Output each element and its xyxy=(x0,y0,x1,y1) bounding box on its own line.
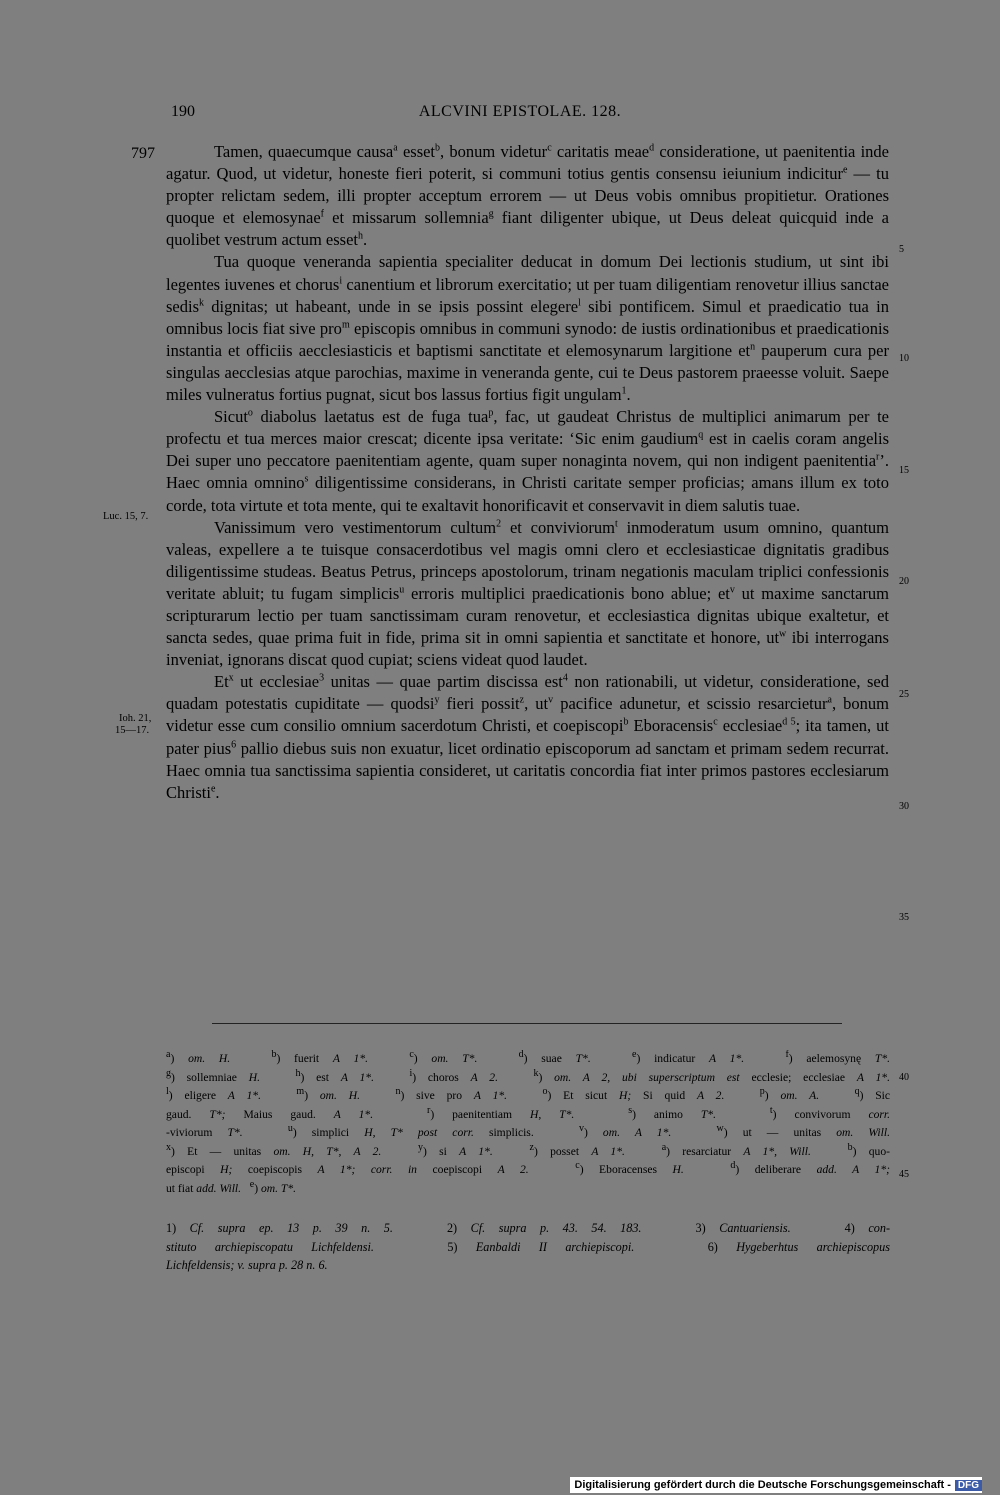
reference-line: Lichfeldensis; v. supra p. 28 n. 6. xyxy=(166,1258,328,1272)
reference-notes xyxy=(166,1219,890,1275)
line-number: 5 xyxy=(899,244,904,255)
footnote-line: gaud. T*; Maius gaud. A 1*. $^r$) paenitentiam H, T*. $^s$) animo T*. $^t$) convivorum corr. xyxy=(166,1105,890,1121)
footnote-line-number: 45 xyxy=(899,1169,909,1180)
funding-footer xyxy=(570,1477,982,1493)
margin-ref-luke: Luc. 15, 7. xyxy=(103,511,149,522)
paragraph: Tua quoque veneranda sapientia specialiter deducat in domum Dei lectionis studium, ut sint ibi legentes iuvenes et chorus$^i$ canentium et librorum exercitatio; ut per tuam diligentiam renovetur illius sanctae sedis$^k$ dignitas; ut habeant, unde in se ipsis possint elegere$^l$ sibi pontificem. Simul et praedicatio tua in omnibus locis fiat sive pro$^m$ episcopis omnibus in communi synodo: de iustis ordinationibus et praedicationis instantia et officiis aecclesiasticis et baptismi sanctitate et elemosynarum largitione $et^n$ pauperum cura per singulas aecclesias atque parochias, maxime in veneranda gente, cui te Deus pastorem praeesse voluit. Saepe miles vulneratus fortius pugnat, sicut bos lassus fortius figit ungulam$^1$. xyxy=(166,252,889,405)
footnote-line-number: 40 xyxy=(899,1072,909,1083)
footnote-line: $^g$) sollemniae H. $^h$) est A 1*. $^i$) choros A 2. $^k$) om. A 2, ubi superscriptum est ecclesie; ecclesiae A 1*. xyxy=(166,1068,890,1084)
footnote-line: -viviorum T*. $^u$) simplici H, T* post corr. simplicis. $^v$) om. A 1*. $^w$) ut — unitas om. Will. xyxy=(166,1124,890,1139)
reference-line: stituto archiepiscopatu Lichfeldensi. 5) Eanbaldi II archiepiscopi. 6) Hygeberhtus archiepiscopus xyxy=(166,1239,890,1254)
reference-line: 1) Cf. supra ep. 13 p. 39 n. 5. 2) Cf. supra p. 43. 54. 183. 3) Cantuariensis. 4) con- xyxy=(166,1221,891,1235)
line-number: 20 xyxy=(899,576,909,587)
year-marker: 797 xyxy=(131,145,155,162)
running-header xyxy=(0,103,1000,125)
line-number: 10 xyxy=(899,353,909,364)
critical-apparatus xyxy=(166,1050,890,1198)
footnote-divider xyxy=(212,1023,842,1024)
paragraph: Vanissimum vero vestimentorum cultum$^2$ et conviviorum$^t$ inmoderatum usum omnino, quantum valeas, expellere a te tuisque consacerdotibus vel magis omni clero et ecclesiasticae dignitatis gradibus diligentissime studeas. Beatus Petrus, princeps apostolorum, trinam negationis maculam triplici confessionis veritate abluit; tu fugam simplicis$^u$ erroris multiplici praedicationis bono ablue; $et^v$ ut maxime sanctarum scripturarum lectio per tuam sanctissimam curam renovetur, et ecclesiastica dignitas ubique exaltetur, et sancta sedes, quae prima fuit in fide, prima sit in omni sapientia et sanctitate et honore, $ut^w$ ibi interrogans inveniat, ignorans discat quod cupiat; sciens videat quod laudet. xyxy=(166,517,890,670)
footnote-line: $^l$) eligere A 1*. $^m$) om. H. $^n$) sive pro A 1*. $^o$) Et sicut H; Si quid A 2. $^p$) om. A. $^q$) Sic xyxy=(166,1087,890,1102)
line-number: 30 xyxy=(899,801,909,812)
dfg-logo: DFG xyxy=(955,1480,982,1491)
line-number: 15 xyxy=(899,465,909,476)
line-number: 25 xyxy=(899,689,909,700)
footnote-line: ut fiat add. Will. $^e$) om. T*. xyxy=(166,1179,297,1195)
footnote-line: $^a$) om. H. $^b$) fuerit A 1*. $^c$) om. T*. $^d$) suae T*. $^e$) indicatur A 1*. $^f$) aelemosynę T*. xyxy=(166,1050,890,1065)
letter-body xyxy=(166,141,889,804)
paragraph: Tamen, quaecumque causa$^a$ esset$^b$, bonum videtur$^c$ caritatis meae$^d$ consideratione, ut paenitentia inde agatur. Quod, ut videtur, honeste fieri poterit, si communi totius gentis consensu ieiunium indicitur$^e$ — tu propter relictam sedem, illi propter acceptum errorem — ut Deus vobis omnibus propitietur. Orationes quoque et elemosynae$^f$ et missarum sollemnia$^g$ fiant diligenter ubique, ut Deus deleat quicquid inde a quolibet vestrum actum esset$^h$. xyxy=(166,142,890,250)
footnote-line: episcopi H; coepiscopis A 1*; corr. in coepiscopi A 2. $^c$) Eboracenses H. $^d$) deliberare add. A 1*; xyxy=(166,1161,890,1176)
running-title: ALCVINI EPISTOLAE. 128. xyxy=(418,103,622,120)
margin-ref-john-2: 15—17. xyxy=(115,725,150,736)
margin-ref-john-1: Ioh. 21, xyxy=(119,713,152,724)
paragraph: Et$^x$ ut ecclesiae$^3$ unitas — quae partim discissa est$^4$ non rationabili, ut videtur, consideratione, sed quadam potestatis cupiditate — quodsi$^y$ fieri possit$^z$, $ut^v$ pacifice adunetur, et scissio resarcietur$^a$, bonum videtur esse cum consilio omnium sacerdotum Christi, et coepiscopi$^b$ Eboracensis$^c$ ecclesiae$^{d 5}$; ita tamen, ut pater pius$^6$ pallio diebus suis non exuatur, licet ordinatio episcoporum ad sanctam et primam sedem recurrat. Haec omnia tua sanctissima sapientia consideret, ut caritatis concordia fiat inter primos pastores ecclesiarum Christi$^e$. xyxy=(166,672,890,802)
footnote-line: $^x$) Et — unitas om. H, T*, A 2. $^y$) si A 1*. $^z$) posset A 1*. $^a$) resarciatur A 1*, Will. $^b$) quo- xyxy=(166,1142,890,1158)
paragraph: Sicut$^o$ diabolus laetatus est de fuga tua$^p$, fac, ut gaudeat Christus de multiplici animarum per te profectu et tua merces maior crescat; dicente ipsa veritate: ‘Sic enim gaudium$^q$ est in caelis coram angelis Dei super uno peccatore paenitentiam agente, quam super nonaginta novem, qui non indigent paenitentia$^r$’. Haec omnia omnino$^s$ diligentissime considerans, in Christi caritate semper proficias; amans illum ex toto corde, tota virtute et tota mente, qui te exaltavit honorificavit et conservavit in diem salutis tuae. xyxy=(166,407,890,515)
line-number: 35 xyxy=(899,912,909,923)
page-number: 190 xyxy=(171,103,195,120)
funding-text: Digitalisierung gefördert durch die Deutsche Forschungsgemeinschaft - xyxy=(574,1479,951,1491)
